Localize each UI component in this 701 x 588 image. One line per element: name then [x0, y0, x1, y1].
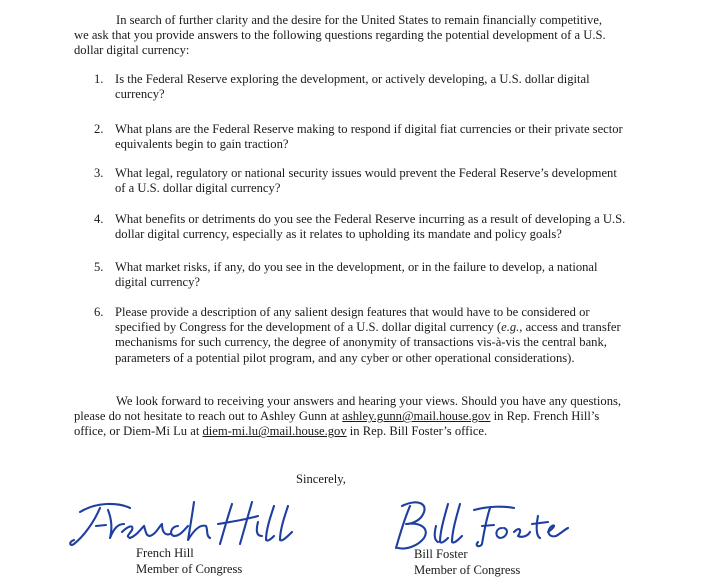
question-text	[115, 305, 627, 366]
question-number: 6.	[94, 305, 104, 319]
question-text: What benefits or detriments do you see the Federal Reserve incurring as a result of developing a U.S. dollar digital currency, especially as it relates to upholding its mandate and policy goals?	[115, 212, 626, 242]
intro-paragraph: In search of further clarity and the desire for the United States to remain financially competitive, we ask that you provide answers to the following questions regarding the potential development of a U.S. dollar digital currency:	[74, 13, 606, 58]
question-text-part: Please provide a description of any salient design features that would have to be considered or specified by Congress for the development of a U.S. dollar digital currency (	[115, 305, 590, 335]
question-number: 3.	[94, 166, 104, 180]
closing-text: in Rep. French Hill’s office, or Diem-Mi Lu at	[74, 409, 600, 439]
question-text: What legal, regulatory or national security issues would prevent the Federal Reserve’s development of a U.S. dollar digital currency?	[115, 166, 617, 196]
closing-text: We look forward to receiving your answers and hearing your views. Should you have any questions, please do not hesitate to reach out to Ashley Gunn at	[74, 394, 622, 424]
question-text: Is the Federal Reserve exploring the development, or actively developing, a U.S. dollar digital currency?	[115, 72, 590, 102]
signatory-name: Bill Foster	[414, 547, 468, 561]
question-number: 4.	[94, 212, 104, 226]
question-text-eg: e.g.	[501, 320, 520, 335]
signatory-title: Member of Congress	[136, 562, 243, 576]
question-number: 1.	[94, 72, 104, 86]
question-text-part: , access and transfer mechanisms for such currency, the degree of anonymity of transactions vis-à-vis the central bank, parameters of a potential pilot program, and any cyber or other operational considerations).	[115, 320, 621, 365]
question-number: 2.	[94, 122, 104, 136]
email-link-ashley-gunn[interactable]: ashley.gunn@mail.house.gov	[342, 409, 491, 424]
sign-off: Sincerely,	[296, 472, 346, 486]
email-link-diem-mi-lu[interactable]: diem-mi.lu@mail.house.gov	[202, 424, 347, 439]
signatory-name: French Hill	[136, 546, 194, 560]
closing-text: in Rep. Bill Foster’s office.	[346, 424, 488, 439]
signatory-title: Member of Congress	[414, 563, 521, 577]
question-number: 5.	[94, 260, 104, 274]
question-text: What market risks, if any, do you see in the development, or in the failure to develop, a national digital currency?	[115, 260, 598, 290]
closing-paragraph	[74, 394, 630, 440]
question-text: What plans are the Federal Reserve making to respond if digital fiat currencies or their private sector equivalents begin to gain traction?	[115, 122, 623, 152]
